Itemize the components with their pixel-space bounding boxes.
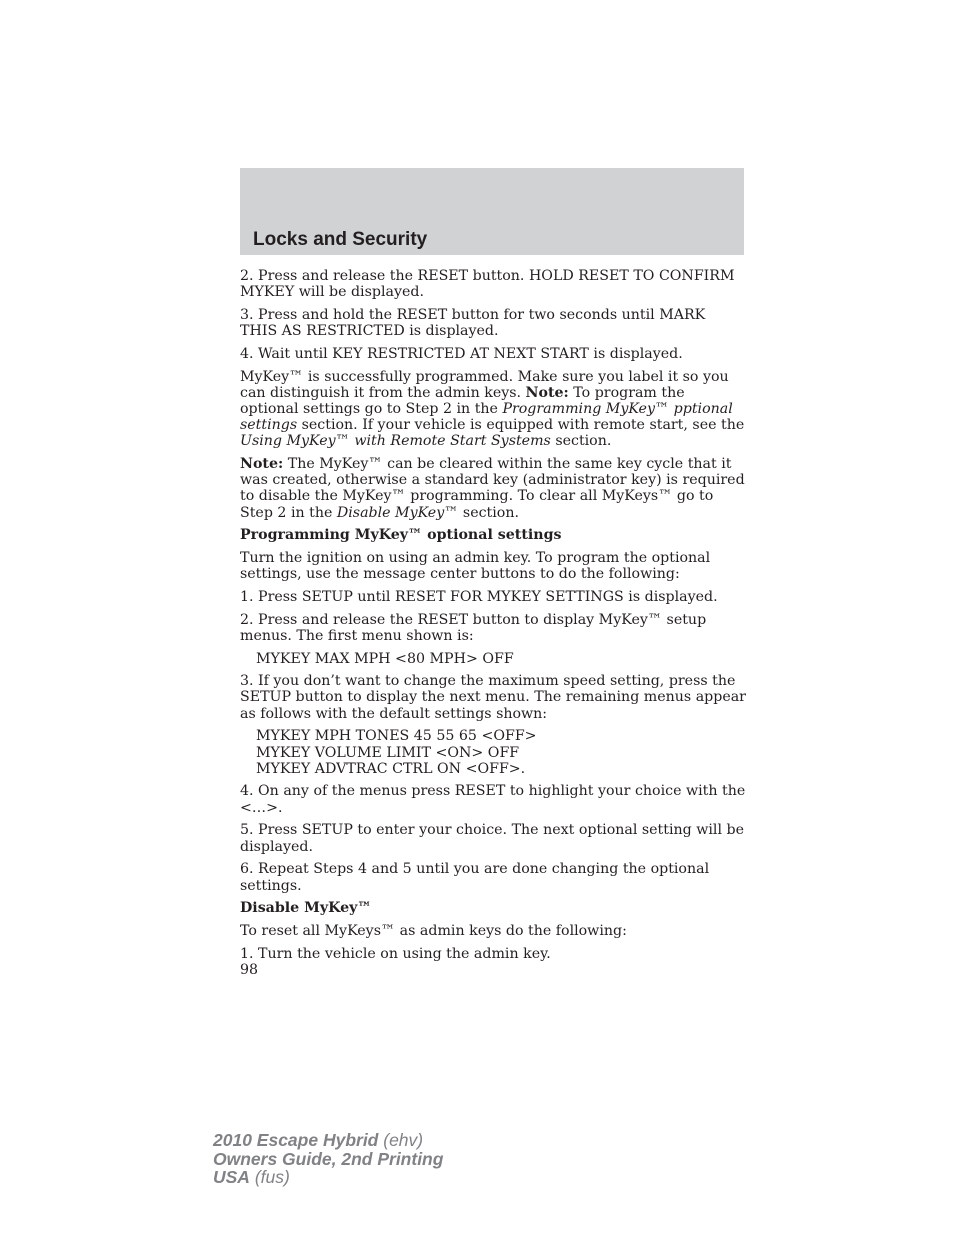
step-2-reset: 2. Press and release the RESET button. HOLD RESET TO CONFIRM MYKEY will be displayed. bbox=[240, 268, 735, 301]
note-paragraph bbox=[240, 456, 746, 521]
programmed-paragraph bbox=[240, 369, 746, 450]
note-label: Note: bbox=[525, 384, 569, 401]
disable-intro: To reset all MyKeys™ as admin keys do the following: bbox=[240, 922, 627, 939]
programmed-text-2: To program the optional settings go to Step 2 in the bbox=[240, 384, 685, 417]
footer-line-3 bbox=[213, 1168, 443, 1187]
footer-market: USA bbox=[213, 1167, 250, 1187]
optional-step-4: 4. On any of the menus press RESET to highlight your choice with the <…>. bbox=[240, 783, 746, 816]
note-label: Note: bbox=[240, 456, 284, 473]
footer-model-code: (ehv) bbox=[378, 1130, 424, 1150]
note-text-1: The MyKey™ can be cleared within the same key cycle that it was created, otherwise a standard key (administrator key) is required to disable the MyKey™ programming. To clear all MyKeys™ go to Step 2 in the bbox=[240, 456, 745, 521]
optional-step-6: 6. Repeat Steps 4 and 5 until you are done changing the optional settings. bbox=[240, 861, 710, 894]
footer-market-code: (fus) bbox=[249, 1167, 290, 1187]
disable-step-1: 1. Turn the vehicle on using the admin key. bbox=[240, 945, 551, 962]
heading-optional-settings: Programming MyKey™ optional settings bbox=[240, 527, 562, 544]
programmed-text-1: MyKey™ is successfully programmed. Make sure you label it so you can distinguish it from the admin keys. bbox=[240, 368, 729, 401]
footer-line-2: Owners Guide, 2nd Printing bbox=[213, 1148, 444, 1169]
menu-display-first: MYKEY MAX MPH <80 MPH> OFF bbox=[256, 650, 514, 667]
optional-step-1: 1. Press SETUP until RESET FOR MYKEY SETTINGS is displayed. bbox=[240, 588, 718, 605]
step-3-hold-reset: 3. Press and hold the RESET button for two seconds until MARK THIS AS RESTRICTED is displayed. bbox=[240, 306, 706, 340]
heading-disable-mykey: Disable MyKey™ bbox=[240, 900, 372, 917]
programmed-text-4: section. bbox=[550, 433, 612, 450]
menu-display-advtrac: MYKEY ADVTRAC CTRL ON <OFF>. bbox=[256, 760, 526, 777]
page-number: 98 bbox=[240, 961, 259, 978]
optional-step-2: 2. Press and release the RESET button to display MyKey™ setup menus. The first menu shown is: bbox=[240, 611, 707, 644]
programmed-text-3: section. If your vehicle is equipped with remote start, see the bbox=[297, 417, 745, 434]
section-header-band bbox=[240, 168, 744, 255]
page-content bbox=[240, 268, 746, 978]
optional-step-5: 5. Press SETUP to enter your choice. The next optional setting will be displayed. bbox=[240, 822, 744, 855]
footer-line-1 bbox=[213, 1131, 443, 1150]
section-reference: Programming MyKey™ pptional settings bbox=[240, 400, 733, 434]
footer-model: 2010 Escape Hybrid bbox=[213, 1130, 379, 1150]
section-title: Locks and Security bbox=[253, 229, 428, 250]
document-footer bbox=[213, 1131, 443, 1187]
menu-display-volume: MYKEY VOLUME LIMIT <ON> OFF bbox=[256, 744, 520, 761]
step-4-wait: 4. Wait until KEY RESTRICTED AT NEXT START is displayed. bbox=[240, 345, 683, 362]
optional-step-3: 3. If you don’t want to change the maximum speed setting, press the SETUP button to display the next menu. The remaining menus appear as follows with the default settings shown: bbox=[240, 673, 746, 722]
note-text-2: section. bbox=[458, 504, 519, 521]
menu-display-tones: MYKEY MPH TONES 45 55 65 <OFF> bbox=[256, 728, 537, 745]
optional-intro: Turn the ignition on using an admin key. To program the optional settings, use the message center buttons to do the following: bbox=[240, 550, 711, 583]
section-reference: Using MyKey™ with Remote Start Systems bbox=[240, 433, 551, 450]
section-reference: Disable MyKey™ bbox=[336, 504, 459, 521]
